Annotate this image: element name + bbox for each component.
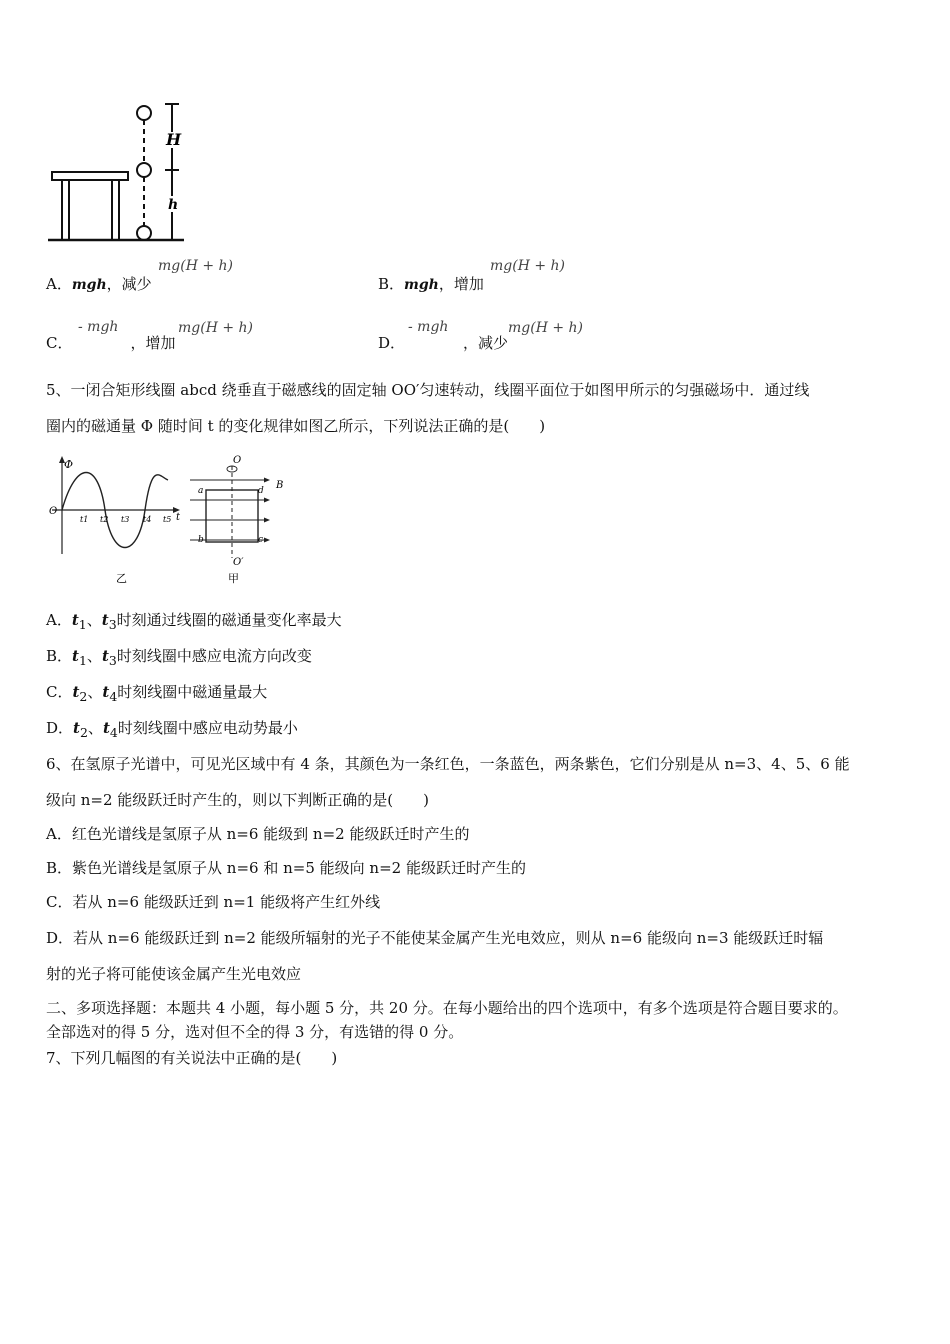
option-text: ，减少 [106, 275, 152, 293]
separator: 、 [86, 647, 102, 665]
option-text: 时刻线圈中感应电动势最小 [117, 719, 298, 737]
t-symbol: t [102, 719, 110, 737]
separator: 、 [86, 611, 102, 629]
h-label: h [168, 197, 179, 213]
section2-line2: 全部选对的得 5 分，选对但不全的得 3 分，有选错的得 0 分。 [46, 1023, 464, 1041]
t-sub: 4 [109, 689, 118, 704]
t-symbol: t [73, 719, 80, 737]
option-letter: C [46, 334, 58, 352]
option-text: 时刻线圈中磁通量最大 [117, 683, 268, 701]
t-sub: 1 [78, 617, 87, 632]
t-sub: 1 [78, 653, 87, 668]
t-sub: 4 [109, 725, 118, 740]
q6-option-d[interactable]: D．若从 n=6 能级跃迁到 n=2 能级所辐射的光子不能使某金属产生光电效应，则从 n=6 能级向 n=3 能级跃迁时辐 [46, 929, 824, 947]
H-label: H [166, 130, 182, 149]
q6-option-b[interactable]: B．紫色光谱线是氢原子从 n=6 和 n=5 能级向 n=2 能级跃迁时产生的 [46, 859, 526, 877]
option-text: ，减少 [463, 334, 509, 352]
q5-option-b[interactable] [46, 646, 312, 671]
option-text: ，增加 [438, 275, 484, 293]
section2-line1: 二、多项选择题：本题共 4 小题，每小题 5 分，共 20 分。在每小题给出的四个选项中，有多个选项是符合题目要求的。 [46, 999, 848, 1017]
q4-option-d[interactable]: D． ，减少 [378, 334, 509, 352]
t-symbol: t [71, 611, 79, 629]
q6-stem-line1: 6、在氢原子光谱中，可见光区域中有 4 条，其颜色为一条红色，一条蓝色，两条紫色，它们分别是从 n=3、4、5、6 能 [46, 755, 850, 773]
option-letter: A [46, 275, 57, 293]
axis-top-label: O [233, 455, 242, 466]
tick-label: t3 [121, 515, 130, 524]
q6-option-a[interactable]: A．红色光谱线是氢原子从 n=6 能级到 n=2 能级跃迁时产生的 [46, 825, 470, 843]
diagram-caption: 甲 [228, 572, 239, 585]
table-ball-figure [44, 96, 194, 246]
q5-option-d[interactable] [46, 718, 298, 743]
q6-option-d-cont: 射的光子将可能使该金属产生光电效应 [46, 965, 302, 983]
q5-stem-line2: 圈内的磁通量 Φ 随时间 t 的变化规律如图乙所示，下列说法正确的是( ) [46, 417, 546, 435]
separator: 、 [87, 683, 103, 701]
origin-label: O [49, 506, 58, 517]
t-sub: 2 [79, 725, 88, 740]
q4-option-c-sup: mg(H + h) [178, 320, 254, 336]
option-formula: mgh [404, 277, 439, 293]
tick-label: t4 [143, 515, 152, 524]
q6-option-c[interactable]: C．若从 n=6 能级跃迁到 n=1 能级将产生红外线 [46, 893, 381, 911]
phi-label: Φ [64, 458, 74, 471]
option-letter: B． [46, 647, 73, 665]
q4-option-a[interactable]: A．mgh，减少 [46, 275, 152, 293]
field-B-label: B [276, 480, 284, 491]
tick-label: t1 [80, 515, 89, 524]
t-sub: 2 [79, 689, 88, 704]
t-axis-label: t [176, 512, 181, 523]
coil-field-diagram [186, 452, 296, 588]
t-symbol: t [101, 611, 109, 629]
option-text: 时刻通过线圈的磁通量变化率最大 [116, 611, 342, 629]
corner-d-label: d [258, 486, 264, 496]
corner-c-label: c [258, 535, 264, 545]
t-symbol: t [72, 683, 80, 701]
q5-option-a[interactable] [46, 610, 342, 635]
q7-stem: 7、下列几幅图的有关说法中正确的是( ) [46, 1049, 338, 1067]
axis-bottom-label: O′ [233, 557, 244, 568]
q4-option-b-sup: mg(H + h) [490, 258, 566, 274]
q5-option-c[interactable] [46, 682, 267, 707]
q5-stem-line1: 5、一闭合矩形线圈 abcd 绕垂直于磁感线的固定轴 OO′匀速转动，线圈平面位于如图甲所示的匀强磁场中．通过线 [46, 381, 810, 399]
q4-option-d-sup: mg(H + h) [508, 320, 584, 336]
corner-a-label: a [198, 486, 204, 496]
q4-option-c-pre: - mgh [78, 319, 119, 335]
q4-option-a-sup: mg(H + h) [158, 258, 234, 274]
option-formula: mgh [71, 277, 107, 293]
q4-option-d-pre: - mgh [408, 319, 449, 335]
tick-label: t5 [163, 515, 172, 524]
option-letter: D [378, 334, 391, 352]
q4-option-b[interactable]: B．mgh，增加 [378, 275, 484, 293]
t-symbol: t [102, 683, 110, 701]
corner-b-label: b [198, 535, 204, 545]
option-text: ，增加 [130, 334, 176, 352]
separator: 、 [87, 719, 103, 737]
option-letter: D． [46, 719, 74, 737]
t-symbol: t [101, 647, 109, 665]
flux-time-graph [46, 452, 182, 588]
t-sub: 3 [108, 653, 117, 668]
t-symbol: t [72, 647, 79, 665]
option-letter: B [378, 275, 390, 293]
option-letter: C． [46, 683, 73, 701]
option-letter: A． [46, 611, 72, 629]
t-sub: 3 [108, 617, 117, 632]
graph-caption: 乙 [116, 572, 127, 585]
q6-stem-line2: 级向 n=2 能级跃迁时产生的，则以下判断正确的是( ) [46, 791, 430, 809]
option-text: 时刻线圈中感应电流方向改变 [116, 647, 312, 665]
q4-option-c[interactable]: C． ，增加 [46, 334, 176, 352]
tick-label: t2 [100, 515, 109, 524]
